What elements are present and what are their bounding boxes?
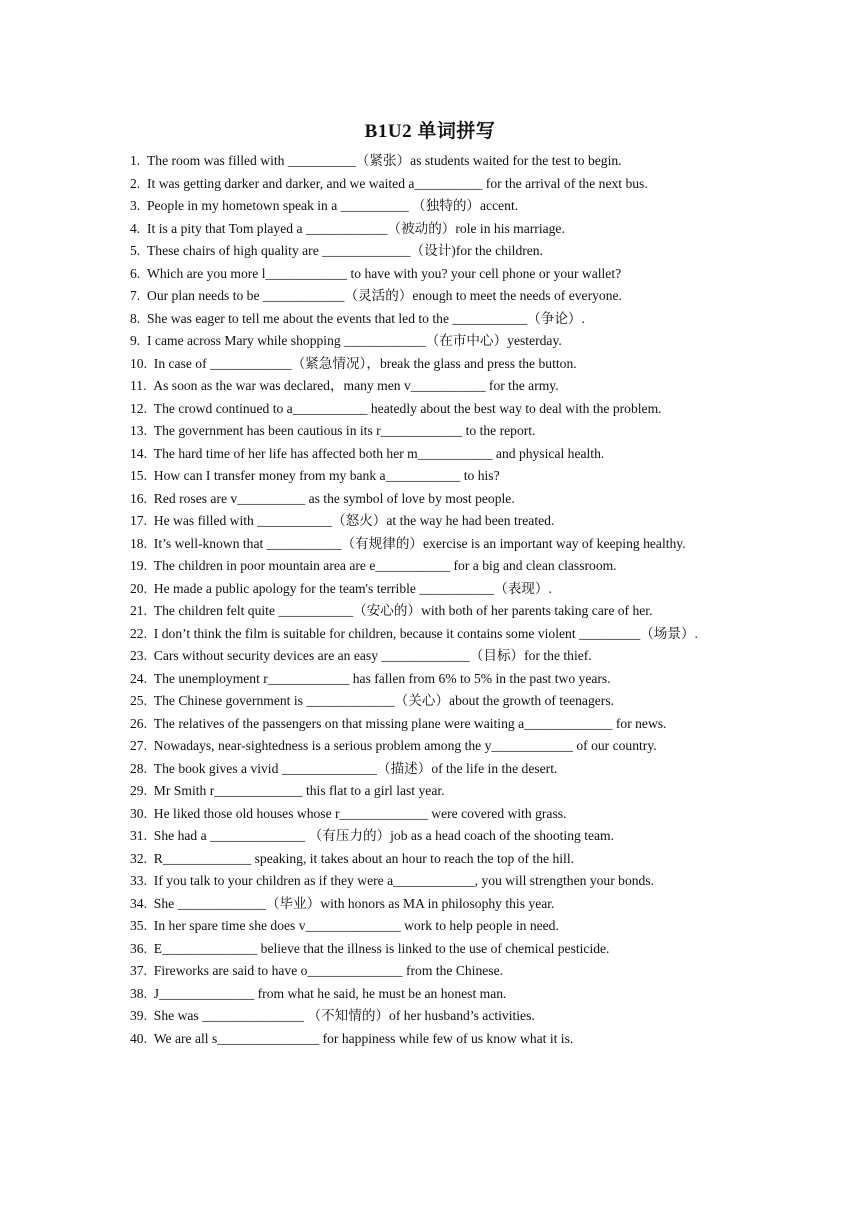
question-number: 8. <box>130 310 141 326</box>
question-text: He liked those old houses whose r_____________ were covered with grass. <box>153 805 567 821</box>
question-number: 25. <box>130 693 147 708</box>
question-text: The crowd continued to a___________ heatedly about the best way to deal with the problem. <box>153 400 662 416</box>
question-text: She was _______________ （不知情的）of her husband’s activities. <box>153 1008 535 1023</box>
question-number: 29. <box>130 783 147 798</box>
question-number: 33. <box>130 873 147 888</box>
question-number: 17. <box>130 513 147 528</box>
question-number: 4. <box>130 220 141 236</box>
question-text: Fireworks are said to have o______________ from the Chinese. <box>153 963 504 978</box>
question-item <box>130 983 740 1006</box>
question-item <box>130 1005 740 1028</box>
question-number: 28. <box>130 760 147 776</box>
question-number: 21. <box>130 603 147 618</box>
question-text: If you talk to your children as if they were a____________, you will strengthen your bonds. <box>153 873 655 888</box>
question-number: 16. <box>130 490 147 506</box>
question-number: 10. <box>130 355 147 371</box>
question-text: It was getting darker and darker, and we waited a__________ for the arrival of the next bus. <box>147 175 648 191</box>
question-number: 36. <box>130 940 147 956</box>
question-item <box>130 150 740 173</box>
question-item <box>130 848 740 871</box>
question-item <box>130 173 740 196</box>
question-text: In case of ____________（紧急情况），break the glass and press the button. <box>153 355 577 371</box>
question-number: 19. <box>130 558 147 573</box>
question-item <box>130 938 740 961</box>
question-number: 38. <box>130 985 147 1001</box>
question-item <box>130 915 740 938</box>
question-item <box>130 960 740 983</box>
question-item <box>130 330 740 353</box>
question-text: The children in poor mountain area are e___________ for a big and clean classroom. <box>153 558 617 573</box>
question-number: 40. <box>130 1030 147 1046</box>
question-text: How can I transfer money from my bank a___________ to his? <box>153 468 500 483</box>
question-item <box>130 533 740 556</box>
question-item <box>130 735 740 758</box>
question-text: Cars without security devices are an easy _____________（目标）for the thief. <box>153 648 592 663</box>
question-text: In her spare time she does v______________ work to help people in need. <box>153 918 559 933</box>
question-text: Which are you more l____________ to have with you? your cell phone or your wallet? <box>147 265 622 281</box>
question-text: Mr Smith r_____________ this flat to a girl last year. <box>153 783 445 798</box>
question-number: 34. <box>130 895 147 911</box>
question-text: Nowadays, near-sightedness is a serious problem among the y____________ of our country. <box>153 738 657 753</box>
question-item <box>130 488 740 511</box>
question-number: 26. <box>130 715 147 731</box>
question-number: 6. <box>130 265 141 281</box>
question-number: 13. <box>130 423 147 438</box>
question-number: 30. <box>130 805 147 821</box>
question-number: 22. <box>130 625 147 641</box>
question-text: She was eager to tell me about the events that led to the ___________（争论）. <box>147 310 585 326</box>
question-item <box>130 668 740 691</box>
question-item <box>130 578 740 601</box>
question-number: 5. <box>130 243 141 258</box>
question-item <box>130 1028 740 1051</box>
question-text: The children felt quite ___________（安心的）with both of her parents taking care of her. <box>153 603 653 618</box>
question-text: The government has been cautious in its r____________ to the report. <box>153 423 536 438</box>
question-item <box>130 465 740 488</box>
question-text: J______________ from what he said, he must be an honest man. <box>153 985 507 1001</box>
question-number: 7. <box>130 288 141 303</box>
question-number: 14. <box>130 445 147 461</box>
question-item <box>130 555 740 578</box>
question-text: The hard time of her life has affected both her m___________ and physical health. <box>153 445 605 461</box>
question-text: She _____________（毕业）with honors as MA in philosophy this year. <box>153 895 555 911</box>
question-number: 23. <box>130 648 147 663</box>
question-number: 3. <box>130 198 141 213</box>
question-number: 15. <box>130 468 147 483</box>
question-item <box>130 600 740 623</box>
question-item <box>130 218 740 241</box>
question-text: The relatives of the passengers on that missing plane were waiting a_____________ for news. <box>153 715 667 731</box>
question-number: 32. <box>130 850 147 866</box>
question-item <box>130 758 740 781</box>
question-text: It’s well-known that ___________（有规律的）exercise is an important way of keeping healthy. <box>153 535 686 551</box>
question-number: 18. <box>130 535 147 551</box>
question-number: 24. <box>130 670 147 686</box>
question-number: 27. <box>130 738 147 753</box>
question-item <box>130 398 740 421</box>
question-item <box>130 420 740 443</box>
question-number: 12. <box>130 400 147 416</box>
question-number: 2. <box>130 175 141 191</box>
question-text: These chairs of high quality are _____________（设计)for the children. <box>147 243 544 258</box>
question-number: 39. <box>130 1008 147 1023</box>
question-text: The Chinese government is _____________（关心）about the growth of teenagers. <box>153 693 615 708</box>
question-list <box>130 150 740 1050</box>
page-title: B1U2 单词拼写 <box>364 121 496 142</box>
question-text: The unemployment r____________ has fallen from 6% to 5% in the past two years. <box>153 670 611 686</box>
question-text: I came across Mary while shopping ____________（在市中心）yesterday. <box>147 333 562 348</box>
question-item <box>130 803 740 826</box>
question-text: Our plan needs to be ____________（灵活的）enough to meet the needs of everyone. <box>147 288 622 303</box>
question-item <box>130 240 740 263</box>
question-number: 20. <box>130 580 147 596</box>
question-item <box>130 893 740 916</box>
question-text: He was filled with ___________（怒火）at the way he had been treated. <box>153 513 555 528</box>
question-item <box>130 825 740 848</box>
question-item <box>130 623 740 646</box>
question-item <box>130 870 740 893</box>
question-item <box>130 510 740 533</box>
question-item <box>130 713 740 736</box>
question-number: 9. <box>130 333 141 348</box>
question-item <box>130 285 740 308</box>
question-item <box>130 308 740 331</box>
question-number: 37. <box>130 963 147 978</box>
question-text: People in my hometown speak in a __________ （独特的）accent. <box>147 198 519 213</box>
question-text: The book gives a vivid ______________（描述）of the life in the desert. <box>153 760 558 776</box>
question-item <box>130 443 740 466</box>
question-number: 11. <box>130 378 147 393</box>
question-item <box>130 375 740 398</box>
question-item <box>130 195 740 218</box>
question-item <box>130 353 740 376</box>
question-text: R_____________ speaking, it takes about an hour to reach the top of the hill. <box>153 850 574 866</box>
question-text: E______________ believe that the illness is linked to the use of chemical pesticide. <box>153 940 610 956</box>
question-text: We are all s_______________ for happiness while few of us know what it is. <box>153 1030 574 1046</box>
question-item <box>130 780 740 803</box>
question-item <box>130 645 740 668</box>
question-text: He made a public apology for the team's terrible ___________（表现）. <box>153 580 552 596</box>
question-number: 35. <box>130 918 147 933</box>
question-text: It is a pity that Tom played a ____________（被动的）role in his marriage. <box>147 220 565 236</box>
question-text: She had a ______________ （有压力的）job as a head coach of the shooting team. <box>153 828 615 843</box>
question-text: I don’t think the film is suitable for children, because it contains some violent _________（场景）. <box>153 625 698 641</box>
question-number: 1. <box>130 153 141 168</box>
question-number: 31. <box>130 828 147 843</box>
question-item <box>130 263 740 286</box>
question-item <box>130 690 740 713</box>
question-text: Red roses are v__________ as the symbol of love by most people. <box>153 490 515 506</box>
question-text: The room was filled with __________（紧张）as students waited for the test to begin. <box>147 153 622 168</box>
question-text: As soon as the war was declared，many men v___________ for the army. <box>153 378 559 393</box>
